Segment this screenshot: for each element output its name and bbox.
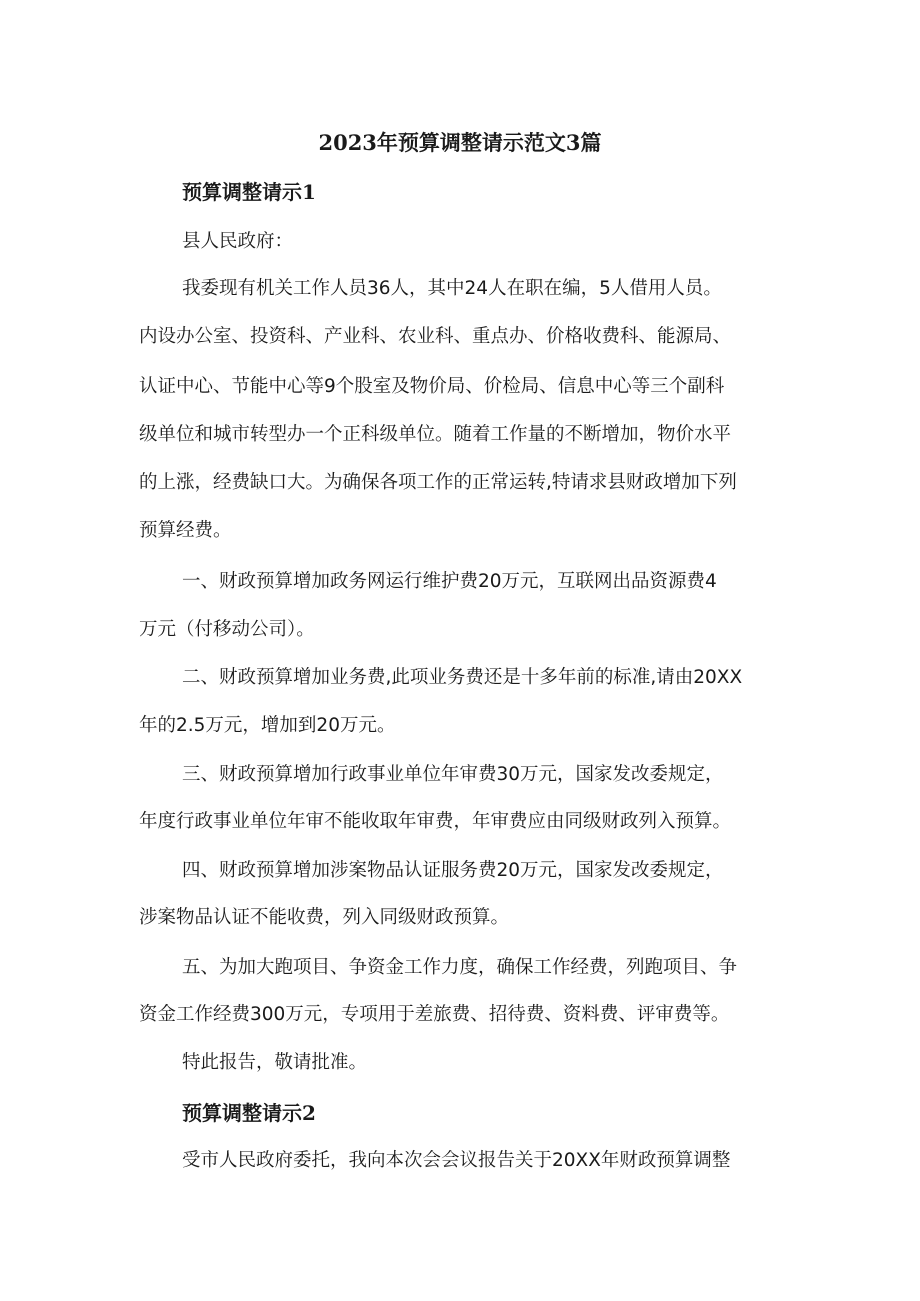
paragraph-line: 我委现有机关工作人员36人，其中24人在职在编，5人借用人员。 [182,278,722,299]
paragraph-line: 资金工作经费300万元，专项用于差旅费、招待费、资料费、评审费等。 [139,1004,730,1025]
paragraph-line: 年度行政事业单位年审不能收取年审费，年审费应由同级财政列入预算。 [139,811,732,832]
paragraph-line: 级单位和城市转型办一个正科级单位。随着工作量的不断增加，物价水平 [139,424,732,445]
section1-heading: 预算调整请示1 [182,180,316,204]
paragraph-line: 内设办公室、投资科、产业科、农业科、重点办、价格收费科、能源局、 [139,326,732,347]
closing-line: 特此报告，敬请批准。 [182,1052,368,1073]
paragraph-line: 涉案物品认证不能收费，列入同级财政预算。 [139,907,510,928]
paragraph-line: 三、财政预算增加行政事业单位年审费30万元，国家发改委规定， [182,764,724,785]
paragraph-line: 认证中心、节能中心等9个股室及物价局、价检局、信息中心等三个副科 [139,376,725,397]
paragraph-line: 预算经费。 [139,520,232,541]
paragraph-line: 二、财政预算增加业务费,此项业务费还是十多年前的标准,请由20XX [182,667,743,688]
paragraph-line: 万元（付移动公司）。 [139,619,315,640]
paragraph-line: 受市人民政府委托，我向本次会会议报告关于20XX年财政预算调整 [182,1150,731,1171]
document-title: 2023年预算调整请示范文3篇 [318,130,602,155]
paragraph-line: 年的2.5万元，增加到20万元。 [139,715,396,736]
paragraph-line: 五、为加大跑项目、争资金工作力度，确保工作经费，列跑项目、争 [182,957,738,978]
paragraph-line: 四、财政预算增加涉案物品认证服务费20万元，国家发改委规定， [182,860,724,881]
paragraph-line: 的上涨，经费缺口大。为确保各项工作的正常运转,特请求县财政增加下列 [139,472,737,493]
section2-heading: 预算调整请示2 [182,1101,316,1125]
salutation: 县人民政府： [182,231,294,252]
paragraph-line: 一、财政预算增加政务网运行维护费20万元，互联网出品资源费4 [182,571,717,592]
